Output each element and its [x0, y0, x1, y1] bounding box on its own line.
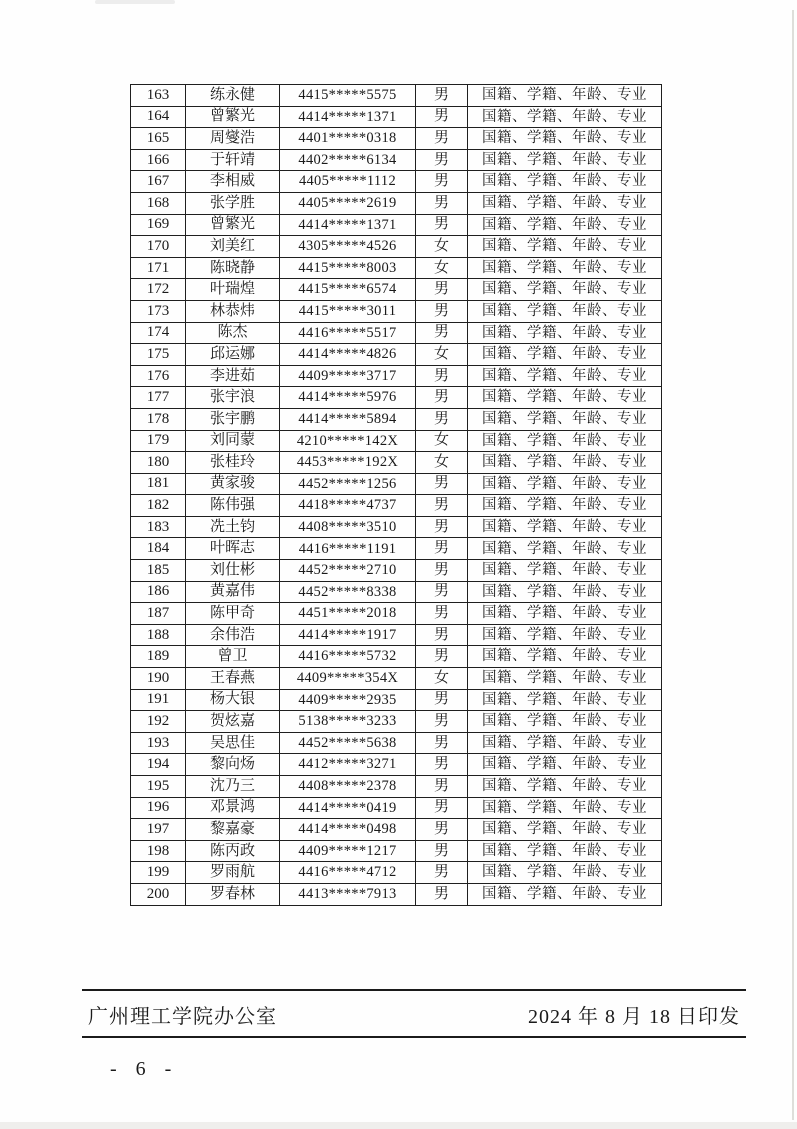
- disclosure-cell: 国籍、学籍、年龄、专业: [468, 862, 662, 884]
- gender-cell: 男: [416, 646, 468, 668]
- id-number-cell: 4408*****3510: [280, 516, 416, 538]
- row-number-cell: 189: [131, 646, 186, 668]
- disclosure-cell: 国籍、学籍、年龄、专业: [468, 452, 662, 474]
- gender-cell: 男: [416, 862, 468, 884]
- footer-divider-bottom: [82, 1036, 746, 1038]
- id-number-cell: 5138*****3233: [280, 711, 416, 733]
- row-number-cell: 166: [131, 149, 186, 171]
- gender-cell: 男: [416, 797, 468, 819]
- gender-cell: 女: [416, 236, 468, 258]
- name-cell: 王春燕: [186, 668, 280, 690]
- id-number-cell: 4414*****0498: [280, 819, 416, 841]
- disclosure-cell: 国籍、学籍、年龄、专业: [468, 365, 662, 387]
- name-cell: 叶晖志: [186, 538, 280, 560]
- row-number-cell: 188: [131, 624, 186, 646]
- row-number-cell: 179: [131, 430, 186, 452]
- id-number-cell: 4453*****192X: [280, 452, 416, 474]
- name-cell: 黄家骏: [186, 473, 280, 495]
- table-row: [131, 689, 662, 711]
- gender-cell: 男: [416, 171, 468, 193]
- row-number-cell: 175: [131, 344, 186, 366]
- name-cell: 周燮浩: [186, 128, 280, 150]
- row-number-cell: 184: [131, 538, 186, 560]
- table-row: [131, 581, 662, 603]
- disclosure-cell: 国籍、学籍、年龄、专业: [468, 257, 662, 279]
- name-cell: 邱运娜: [186, 344, 280, 366]
- table-row: [131, 128, 662, 150]
- row-number-cell: 165: [131, 128, 186, 150]
- table-row: [131, 236, 662, 258]
- name-cell: 陈丙政: [186, 840, 280, 862]
- id-number-cell: 4452*****2710: [280, 560, 416, 582]
- row-number-cell: 174: [131, 322, 186, 344]
- id-number-cell: 4416*****1191: [280, 538, 416, 560]
- name-cell: 曾繁光: [186, 106, 280, 128]
- row-number-cell: 168: [131, 192, 186, 214]
- table-row: [131, 344, 662, 366]
- name-cell: 张学胜: [186, 192, 280, 214]
- gender-cell: 男: [416, 883, 468, 905]
- id-number-cell: 4414*****1371: [280, 106, 416, 128]
- table-row: [131, 387, 662, 409]
- name-cell: 陈晓静: [186, 257, 280, 279]
- gender-cell: 男: [416, 106, 468, 128]
- disclosure-cell: 国籍、学籍、年龄、专业: [468, 236, 662, 258]
- id-number-cell: 4451*****2018: [280, 603, 416, 625]
- scan-artifact-bottom-edge: [0, 1122, 797, 1129]
- table-row: [131, 840, 662, 862]
- id-number-cell: 4452*****5638: [280, 732, 416, 754]
- name-cell: 罗春林: [186, 883, 280, 905]
- row-number-cell: 183: [131, 516, 186, 538]
- row-number-cell: 181: [131, 473, 186, 495]
- row-number-cell: 178: [131, 408, 186, 430]
- disclosure-cell: 国籍、学籍、年龄、专业: [468, 581, 662, 603]
- disclosure-cell: 国籍、学籍、年龄、专业: [468, 840, 662, 862]
- table-row: [131, 495, 662, 517]
- id-number-cell: 4415*****3011: [280, 300, 416, 322]
- id-number-cell: 4414*****5894: [280, 408, 416, 430]
- gender-cell: 男: [416, 408, 468, 430]
- table-row: [131, 192, 662, 214]
- footer: [82, 998, 746, 1030]
- id-number-cell: 4415*****6574: [280, 279, 416, 301]
- name-cell: 张宇浪: [186, 387, 280, 409]
- table-row: [131, 711, 662, 733]
- disclosure-cell: 国籍、学籍、年龄、专业: [468, 797, 662, 819]
- table-row: [131, 754, 662, 776]
- row-number-cell: 192: [131, 711, 186, 733]
- id-number-cell: 4409*****3717: [280, 365, 416, 387]
- disclosure-cell: 国籍、学籍、年龄、专业: [468, 149, 662, 171]
- id-number-cell: 4452*****8338: [280, 581, 416, 603]
- name-cell: 邓景鸿: [186, 797, 280, 819]
- gender-cell: 女: [416, 430, 468, 452]
- gender-cell: 男: [416, 516, 468, 538]
- roster-table-body: [131, 85, 662, 906]
- table-row: [131, 862, 662, 884]
- row-number-cell: 193: [131, 732, 186, 754]
- disclosure-cell: 国籍、学籍、年龄、专业: [468, 495, 662, 517]
- id-number-cell: 4416*****4712: [280, 862, 416, 884]
- id-number-cell: 4405*****1112: [280, 171, 416, 193]
- disclosure-cell: 国籍、学籍、年龄、专业: [468, 668, 662, 690]
- id-number-cell: 4401*****0318: [280, 128, 416, 150]
- row-number-cell: 172: [131, 279, 186, 301]
- table-row: [131, 452, 662, 474]
- table-row: [131, 257, 662, 279]
- id-number-cell: 4409*****354X: [280, 668, 416, 690]
- row-number-cell: 177: [131, 387, 186, 409]
- gender-cell: 男: [416, 387, 468, 409]
- gender-cell: 男: [416, 603, 468, 625]
- row-number-cell: 163: [131, 85, 186, 107]
- id-number-cell: 4305*****4526: [280, 236, 416, 258]
- name-cell: 练永健: [186, 85, 280, 107]
- row-number-cell: 187: [131, 603, 186, 625]
- id-number-cell: 4409*****1217: [280, 840, 416, 862]
- disclosure-cell: 国籍、学籍、年龄、专业: [468, 128, 662, 150]
- id-number-cell: 4452*****1256: [280, 473, 416, 495]
- table-row: [131, 560, 662, 582]
- gender-cell: 男: [416, 711, 468, 733]
- name-cell: 吴思佳: [186, 732, 280, 754]
- disclosure-cell: 国籍、学籍、年龄、专业: [468, 732, 662, 754]
- table-row: [131, 603, 662, 625]
- row-number-cell: 198: [131, 840, 186, 862]
- name-cell: 陈伟强: [186, 495, 280, 517]
- row-number-cell: 195: [131, 776, 186, 798]
- gender-cell: 男: [416, 300, 468, 322]
- disclosure-cell: 国籍、学籍、年龄、专业: [468, 171, 662, 193]
- id-number-cell: 4414*****1917: [280, 624, 416, 646]
- id-number-cell: 4416*****5732: [280, 646, 416, 668]
- id-number-cell: 4412*****3271: [280, 754, 416, 776]
- disclosure-cell: 国籍、学籍、年龄、专业: [468, 776, 662, 798]
- gender-cell: 男: [416, 581, 468, 603]
- id-number-cell: 4414*****4826: [280, 344, 416, 366]
- disclosure-cell: 国籍、学籍、年龄、专业: [468, 387, 662, 409]
- gender-cell: 男: [416, 495, 468, 517]
- scan-artifact-right-edge: [792, 10, 794, 1120]
- gender-cell: 女: [416, 452, 468, 474]
- disclosure-cell: 国籍、学籍、年龄、专业: [468, 516, 662, 538]
- gender-cell: 男: [416, 128, 468, 150]
- name-cell: 李相威: [186, 171, 280, 193]
- row-number-cell: 173: [131, 300, 186, 322]
- gender-cell: 男: [416, 754, 468, 776]
- row-number-cell: 167: [131, 171, 186, 193]
- gender-cell: 男: [416, 85, 468, 107]
- name-cell: 黎向炀: [186, 754, 280, 776]
- disclosure-cell: 国籍、学籍、年龄、专业: [468, 538, 662, 560]
- disclosure-cell: 国籍、学籍、年龄、专业: [468, 819, 662, 841]
- name-cell: 曾繁光: [186, 214, 280, 236]
- disclosure-cell: 国籍、学籍、年龄、专业: [468, 322, 662, 344]
- id-number-cell: 4408*****2378: [280, 776, 416, 798]
- table-row: [131, 279, 662, 301]
- gender-cell: 男: [416, 365, 468, 387]
- id-number-cell: 4414*****5976: [280, 387, 416, 409]
- name-cell: 陈杰: [186, 322, 280, 344]
- scan-artifact-top: [95, 0, 175, 4]
- name-cell: 罗雨航: [186, 862, 280, 884]
- name-cell: 张桂玲: [186, 452, 280, 474]
- table-row: [131, 473, 662, 495]
- table-row: [131, 408, 662, 430]
- gender-cell: 男: [416, 149, 468, 171]
- gender-cell: 男: [416, 192, 468, 214]
- table-row: [131, 797, 662, 819]
- table-row: [131, 776, 662, 798]
- disclosure-cell: 国籍、学籍、年龄、专业: [468, 192, 662, 214]
- table-row: [131, 430, 662, 452]
- name-cell: 余伟浩: [186, 624, 280, 646]
- disclosure-cell: 国籍、学籍、年龄、专业: [468, 603, 662, 625]
- disclosure-cell: 国籍、学籍、年龄、专业: [468, 883, 662, 905]
- table-row: [131, 85, 662, 107]
- row-number-cell: 194: [131, 754, 186, 776]
- gender-cell: 男: [416, 214, 468, 236]
- table-row: [131, 538, 662, 560]
- row-number-cell: 191: [131, 689, 186, 711]
- gender-cell: 女: [416, 344, 468, 366]
- table-row: [131, 668, 662, 690]
- table-row: [131, 106, 662, 128]
- disclosure-cell: 国籍、学籍、年龄、专业: [468, 214, 662, 236]
- name-cell: 刘仕彬: [186, 560, 280, 582]
- row-number-cell: 169: [131, 214, 186, 236]
- disclosure-cell: 国籍、学籍、年龄、专业: [468, 344, 662, 366]
- table-row: [131, 819, 662, 841]
- table-row: [131, 149, 662, 171]
- gender-cell: 女: [416, 668, 468, 690]
- name-cell: 刘同蒙: [186, 430, 280, 452]
- name-cell: 张宇鹏: [186, 408, 280, 430]
- gender-cell: 男: [416, 776, 468, 798]
- disclosure-cell: 国籍、学籍、年龄、专业: [468, 689, 662, 711]
- disclosure-cell: 国籍、学籍、年龄、专业: [468, 711, 662, 733]
- disclosure-cell: 国籍、学籍、年龄、专业: [468, 279, 662, 301]
- row-number-cell: 190: [131, 668, 186, 690]
- gender-cell: 男: [416, 473, 468, 495]
- name-cell: 杨大银: [186, 689, 280, 711]
- table-row: [131, 732, 662, 754]
- name-cell: 李进茹: [186, 365, 280, 387]
- disclosure-cell: 国籍、学籍、年龄、专业: [468, 646, 662, 668]
- roster-table: [130, 84, 662, 906]
- table-row: [131, 624, 662, 646]
- name-cell: 冼土钧: [186, 516, 280, 538]
- id-number-cell: 4418*****4737: [280, 495, 416, 517]
- row-number-cell: 199: [131, 862, 186, 884]
- name-cell: 叶瑞煌: [186, 279, 280, 301]
- row-number-cell: 170: [131, 236, 186, 258]
- gender-cell: 男: [416, 732, 468, 754]
- row-number-cell: 186: [131, 581, 186, 603]
- gender-cell: 男: [416, 624, 468, 646]
- gender-cell: 男: [416, 538, 468, 560]
- gender-cell: 男: [416, 840, 468, 862]
- id-number-cell: 4402*****6134: [280, 149, 416, 171]
- disclosure-cell: 国籍、学籍、年龄、专业: [468, 473, 662, 495]
- disclosure-cell: 国籍、学籍、年龄、专业: [468, 624, 662, 646]
- row-number-cell: 182: [131, 495, 186, 517]
- issuing-office: 广州理工学院办公室: [88, 1005, 277, 1028]
- gender-cell: 男: [416, 322, 468, 344]
- disclosure-cell: 国籍、学籍、年龄、专业: [468, 300, 662, 322]
- name-cell: 于轩靖: [186, 149, 280, 171]
- table-row: [131, 365, 662, 387]
- footer-divider-top: [82, 989, 746, 991]
- name-cell: 黄嘉伟: [186, 581, 280, 603]
- name-cell: 刘美红: [186, 236, 280, 258]
- gender-cell: 男: [416, 560, 468, 582]
- disclosure-cell: 国籍、学籍、年龄、专业: [468, 560, 662, 582]
- disclosure-cell: 国籍、学籍、年龄、专业: [468, 754, 662, 776]
- name-cell: 陈甲奇: [186, 603, 280, 625]
- id-number-cell: 4414*****0419: [280, 797, 416, 819]
- row-number-cell: 200: [131, 883, 186, 905]
- disclosure-cell: 国籍、学籍、年龄、专业: [468, 106, 662, 128]
- gender-cell: 女: [416, 257, 468, 279]
- row-number-cell: 185: [131, 560, 186, 582]
- id-number-cell: 4415*****8003: [280, 257, 416, 279]
- table-row: [131, 516, 662, 538]
- id-number-cell: 4210*****142X: [280, 430, 416, 452]
- id-number-cell: 4416*****5517: [280, 322, 416, 344]
- table-row: [131, 646, 662, 668]
- row-number-cell: 180: [131, 452, 186, 474]
- id-number-cell: 4405*****2619: [280, 192, 416, 214]
- row-number-cell: 197: [131, 819, 186, 841]
- table-row: [131, 214, 662, 236]
- page-number: - 6 -: [110, 1058, 179, 1080]
- disclosure-cell: 国籍、学籍、年龄、专业: [468, 430, 662, 452]
- disclosure-cell: 国籍、学籍、年龄、专业: [468, 85, 662, 107]
- name-cell: 曾卫: [186, 646, 280, 668]
- id-number-cell: 4413*****7913: [280, 883, 416, 905]
- gender-cell: 男: [416, 819, 468, 841]
- table-row: [131, 322, 662, 344]
- row-number-cell: 196: [131, 797, 186, 819]
- name-cell: 黎嘉豪: [186, 819, 280, 841]
- row-number-cell: 171: [131, 257, 186, 279]
- id-number-cell: 4414*****1371: [280, 214, 416, 236]
- disclosure-cell: 国籍、学籍、年龄、专业: [468, 408, 662, 430]
- id-number-cell: 4415*****5575: [280, 85, 416, 107]
- table-row: [131, 171, 662, 193]
- id-number-cell: 4409*****2935: [280, 689, 416, 711]
- name-cell: 沈乃三: [186, 776, 280, 798]
- name-cell: 贺炫嘉: [186, 711, 280, 733]
- table-row: [131, 300, 662, 322]
- row-number-cell: 164: [131, 106, 186, 128]
- issue-date: 2024 年 8 月 18 日印发: [528, 1005, 740, 1028]
- name-cell: 林恭炜: [186, 300, 280, 322]
- row-number-cell: 176: [131, 365, 186, 387]
- table-row: [131, 883, 662, 905]
- gender-cell: 男: [416, 279, 468, 301]
- gender-cell: 男: [416, 689, 468, 711]
